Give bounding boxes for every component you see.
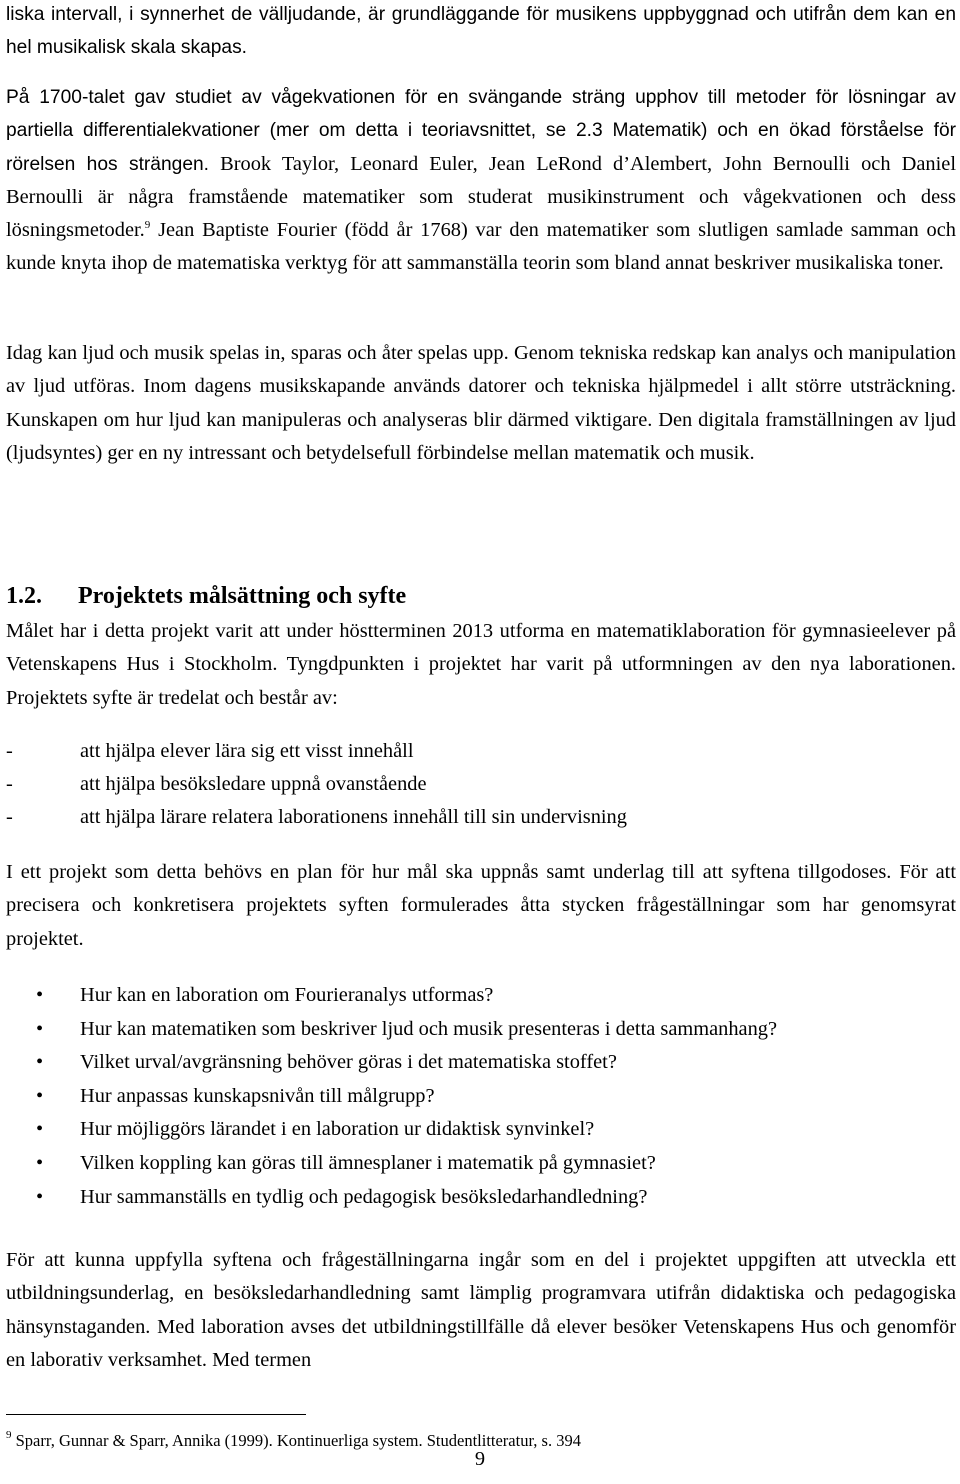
bullet-icon: • [36,984,44,1006]
dash-marker: - [6,740,13,762]
paragraph-intro-continuation [6,0,956,65]
bullet-icon: • [36,1051,44,1074]
bullet-icon: • [36,1118,44,1141]
list-item-text: Hur anpassas kunskapsnivån till målgrupp? [80,1084,435,1107]
list-item-text: Hur kan en laboration om Fourieranalys utformas? [80,984,494,1006]
paragraph-text: Brook Taylor, Leonard Euler, Jean LeRond d’Alembert, John Bernoulli och Daniel Bernoulli är några framstående matematiker som studerat musikinstrument och vågekvationen och dess lösningsmetoder. [6,152,957,242]
list-item [6,768,627,801]
section-reference: 2.3 Matematik) och en ökad förståelse för rörelsen hos strängen. [6,120,957,175]
bullet-icon: • [36,1017,44,1040]
list-item [6,801,627,834]
list-item-text: Vilken koppling kan göras till ämnesplaner i matematik på gymnasiet? [80,1151,656,1174]
paragraph-text: På 1700-talet gav studiet av vågekvationen för en svängande sträng upphov till metoder för lösningar av partiella differentialekvationer (mer om detta i teoriavsnittet, se [6,87,956,142]
list-item-text: att hjälpa besöksledare uppnå ovanstående [80,773,427,795]
list-item-text: att hjälpa elever lära sig ett visst innehåll [80,740,414,762]
list-item [6,1181,777,1215]
paragraph-goal: Målet har i detta projekt varit att under höstterminen 2013 utforma en matematiklaboration för gymnasieelever på Vetenskapens Hus i Stockholm. Tyngdpunkten i projektet har varit på utformningen av den nya laborationen. Projektets syfte är tredelat och består av: [6,620,956,709]
footnote-text: Sparr, Gunnar & Sparr, Annika (1999). Kontinuerliga system. Studentlitteratur, s. 394 [11,1431,581,1450]
section-number: 1.2. [6,583,42,609]
paragraph-text: Jean Baptiste Fourier (född år 1768) var den matematiker som slutligen samlade samman och kunde knyta ihop de matematiska verktyg för att sammanställa teorin som bland annat beskriver musikaliska toner. [6,219,956,275]
footnote-number: 9 [6,1429,12,1441]
list-item-text: Hur sammanställs en tydlig och pedagogisk besöksledarhandledning? [80,1185,648,1208]
bullet-icon: • [36,1151,44,1174]
paragraph-text: liska intervall, i synnerhet de välljudande, är grundläggande för musikens uppbyggnad och utifrån dem kan en hel musikalisk skala skapas. [6,4,956,59]
dash-marker: - [6,773,13,795]
list-item [6,1013,777,1047]
paragraph-modern-sound: Idag kan ljud och musik spelas in, sparas och åter spelas upp. Genom tekniska redskap kan analys och manipulation av ljud utföras. Inom dagens musikskapande används datorer och tekniska hjälpmedel i allt större utsträckning. Kunskapen om hur ljud kan manipuleras och analyseras blir därmed viktigare. Den digitala framställningen av ljud (ljudsyntes) ger en ny intressant och betydelsefull förbindelse mellan matematik och musik. [6,342,956,464]
bullet-icon: • [36,1084,44,1107]
section-heading [6,580,406,612]
questions-list [6,979,777,1214]
dash-marker: - [6,806,13,828]
list-item [6,1046,777,1080]
page-number: 9 [474,1448,486,1470]
paragraph-history [6,81,956,281]
paragraph-plan: I ett projekt som detta behövs en plan för hur mål ska uppnås samt underlag till att syftena tillgodoses. För att precisera och konkretisera projektets syften formulerades åtta stycken frågeställningar som har genomsyrat projektet. [6,861,956,950]
list-item-text: Hur möjliggörs lärandet i en laboration ur didaktisk synvinkel? [80,1118,595,1141]
list-item [6,1080,777,1114]
bullet-icon: • [36,1185,44,1208]
list-item [6,979,777,1013]
aims-list [6,735,627,834]
list-item-text: att hjälpa lärare relatera laborationens innehåll till sin undervisning [80,806,627,828]
list-item-text: Hur kan matematiken som beskriver ljud och musik presenteras i detta sammanhang? [80,1017,778,1040]
list-item-text: Vilket urval/avgränsning behöver göras i det matematiska stoffet? [80,1051,617,1074]
section-title: Projektets målsättning och syfte [78,583,407,609]
list-item [6,735,627,768]
footnote-marker: 9 [144,219,151,232]
paragraph-deliverables: För att kunna uppfylla syftena och frågeställningarna ingår som en del i projektet uppgiften att utveckla ett utbildningsunderlag, en besöksledarhandledning samt lämplig programvara utifrån didaktiska och pedagogiska hänsynstaganden. Med laboration avses det utbildningstillfälle då elever besöker Vetenskapens Hus och genomför en laborativ verksamhet. Med termen [6,1249,956,1371]
footnote-separator [6,1414,306,1415]
list-item [6,1147,777,1181]
list-item [6,1113,777,1147]
